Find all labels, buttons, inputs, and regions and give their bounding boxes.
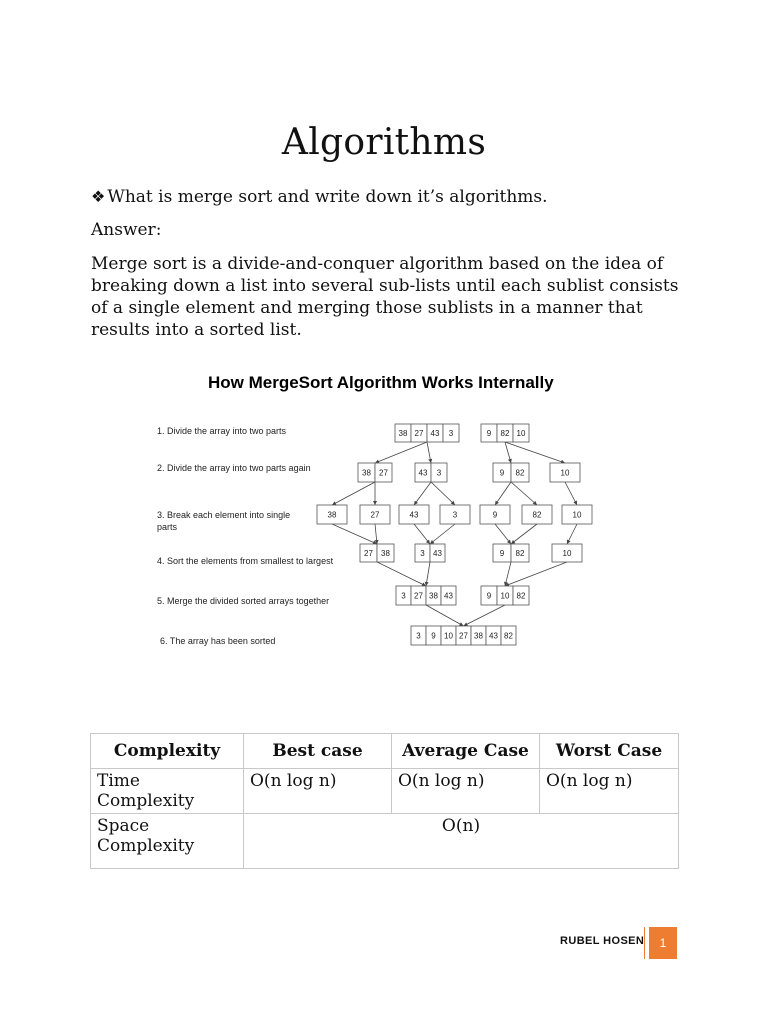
array-value: 27 xyxy=(414,591,423,601)
table-row xyxy=(91,814,679,869)
answer-label: Answer: xyxy=(91,220,162,240)
step-label: 1. Divide the array into two parts xyxy=(157,426,287,436)
array-value: 27 xyxy=(364,549,373,558)
arrow xyxy=(511,482,537,505)
array-value: 38 xyxy=(398,429,408,438)
array-value: 10 xyxy=(562,549,572,558)
arrow-head xyxy=(511,540,515,544)
diagram-title: How MergeSort Algorithm Works Internally xyxy=(208,373,554,392)
array-value: 38 xyxy=(327,510,337,520)
array-value: 27 xyxy=(370,510,380,520)
array-value: 27 xyxy=(379,468,388,478)
arrow xyxy=(495,482,511,505)
footer-divider xyxy=(644,927,645,959)
array-value: 43 xyxy=(489,631,498,641)
time-worst: O(n log n) xyxy=(540,769,679,814)
step-label: 2. Divide the array into two parts again xyxy=(157,463,311,473)
array-value: 3 xyxy=(416,631,421,641)
array-value: 9 xyxy=(492,510,498,520)
question-line xyxy=(91,187,548,207)
complexity-table xyxy=(90,733,679,869)
step-label: 5. Merge the divided sorted arrays together xyxy=(157,596,330,606)
arrow-head xyxy=(428,459,432,463)
arrow xyxy=(511,524,537,544)
array-value: 3 xyxy=(452,510,458,520)
arrow xyxy=(426,605,464,626)
array-value: 10 xyxy=(572,510,582,520)
array-value: 27 xyxy=(459,631,468,641)
header-worst-case: Worst Case xyxy=(540,734,679,769)
array-value: 82 xyxy=(500,429,510,438)
table-header-row xyxy=(91,734,679,769)
step-label: 4. Sort the elements from smallest to largest xyxy=(157,556,334,566)
arrow xyxy=(377,562,426,586)
arrow xyxy=(332,482,375,505)
array-value: 10 xyxy=(500,591,510,601)
array-value: 9 xyxy=(431,631,436,641)
space-complexity-label: Space Complexity xyxy=(91,814,244,869)
array-value: 82 xyxy=(515,549,525,558)
array-value: 9 xyxy=(486,429,492,438)
array-value: 82 xyxy=(515,468,525,478)
arrow-head xyxy=(508,459,512,463)
header-average-case: Average Case xyxy=(392,734,540,769)
arrow xyxy=(505,442,565,463)
array-value: 43 xyxy=(444,591,453,601)
array-value: 38 xyxy=(429,591,438,601)
array-value: 9 xyxy=(486,591,492,601)
arrow-head xyxy=(373,501,377,505)
arrow xyxy=(332,524,377,544)
array-value: 43 xyxy=(409,510,419,520)
array-value: 43 xyxy=(433,549,442,558)
header-best-case: Best case xyxy=(244,734,392,769)
arrow xyxy=(375,442,427,463)
arrow xyxy=(464,605,506,626)
step-label: 3. Break each element into single xyxy=(157,510,291,520)
array-value: 43 xyxy=(430,429,440,438)
array-value: 82 xyxy=(504,631,513,641)
array-value: 10 xyxy=(516,429,526,438)
array-value: 3 xyxy=(401,591,406,601)
array-value: 10 xyxy=(444,631,453,641)
table-row xyxy=(91,769,679,814)
array-value: 10 xyxy=(560,468,570,478)
mergesort-diagram-svg xyxy=(150,362,610,662)
array-value: 38 xyxy=(362,468,371,478)
answer-paragraph: Merge sort is a divide-and-conquer algorithm based on the idea of breaking down a list into several sub-lists until each sublist consists of a single element and merging those sublists in a manner that results into a sorted list. xyxy=(91,254,679,340)
space-value: O(n) xyxy=(244,814,679,869)
time-complexity-label: Time Complexity xyxy=(91,769,244,814)
array-value: 3 xyxy=(448,429,454,438)
array-value: 9 xyxy=(499,468,505,478)
array-value: 82 xyxy=(532,510,542,520)
header-complexity: Complexity xyxy=(91,734,244,769)
mergesort-diagram xyxy=(150,362,610,662)
time-average: O(n log n) xyxy=(392,769,540,814)
array-value: 27 xyxy=(414,429,424,438)
arrow-head xyxy=(495,501,499,505)
page-title: Algorithms xyxy=(281,122,487,163)
array-value: 3 xyxy=(436,468,442,478)
page-number: 1 xyxy=(649,927,677,959)
time-best: O(n log n) xyxy=(244,769,392,814)
array-value: 43 xyxy=(418,468,428,478)
diamond-bullet-icon: ❖ xyxy=(91,187,106,206)
arrow xyxy=(505,562,567,586)
array-value: 3 xyxy=(420,549,425,558)
arrow xyxy=(414,482,431,505)
arrow xyxy=(430,524,455,544)
array-value: 38 xyxy=(474,631,483,641)
step-label: parts xyxy=(157,522,178,532)
array-value: 38 xyxy=(381,549,390,558)
arrow-head xyxy=(414,501,418,505)
arrow xyxy=(431,482,455,505)
question-text: What is merge sort and write down it’s algorithms. xyxy=(107,187,548,207)
array-value: 82 xyxy=(516,591,526,601)
step-label: 6. The array has been sorted xyxy=(160,636,276,646)
footer-author: RUBEL HOSEN xyxy=(560,935,645,947)
array-value: 9 xyxy=(499,549,505,558)
